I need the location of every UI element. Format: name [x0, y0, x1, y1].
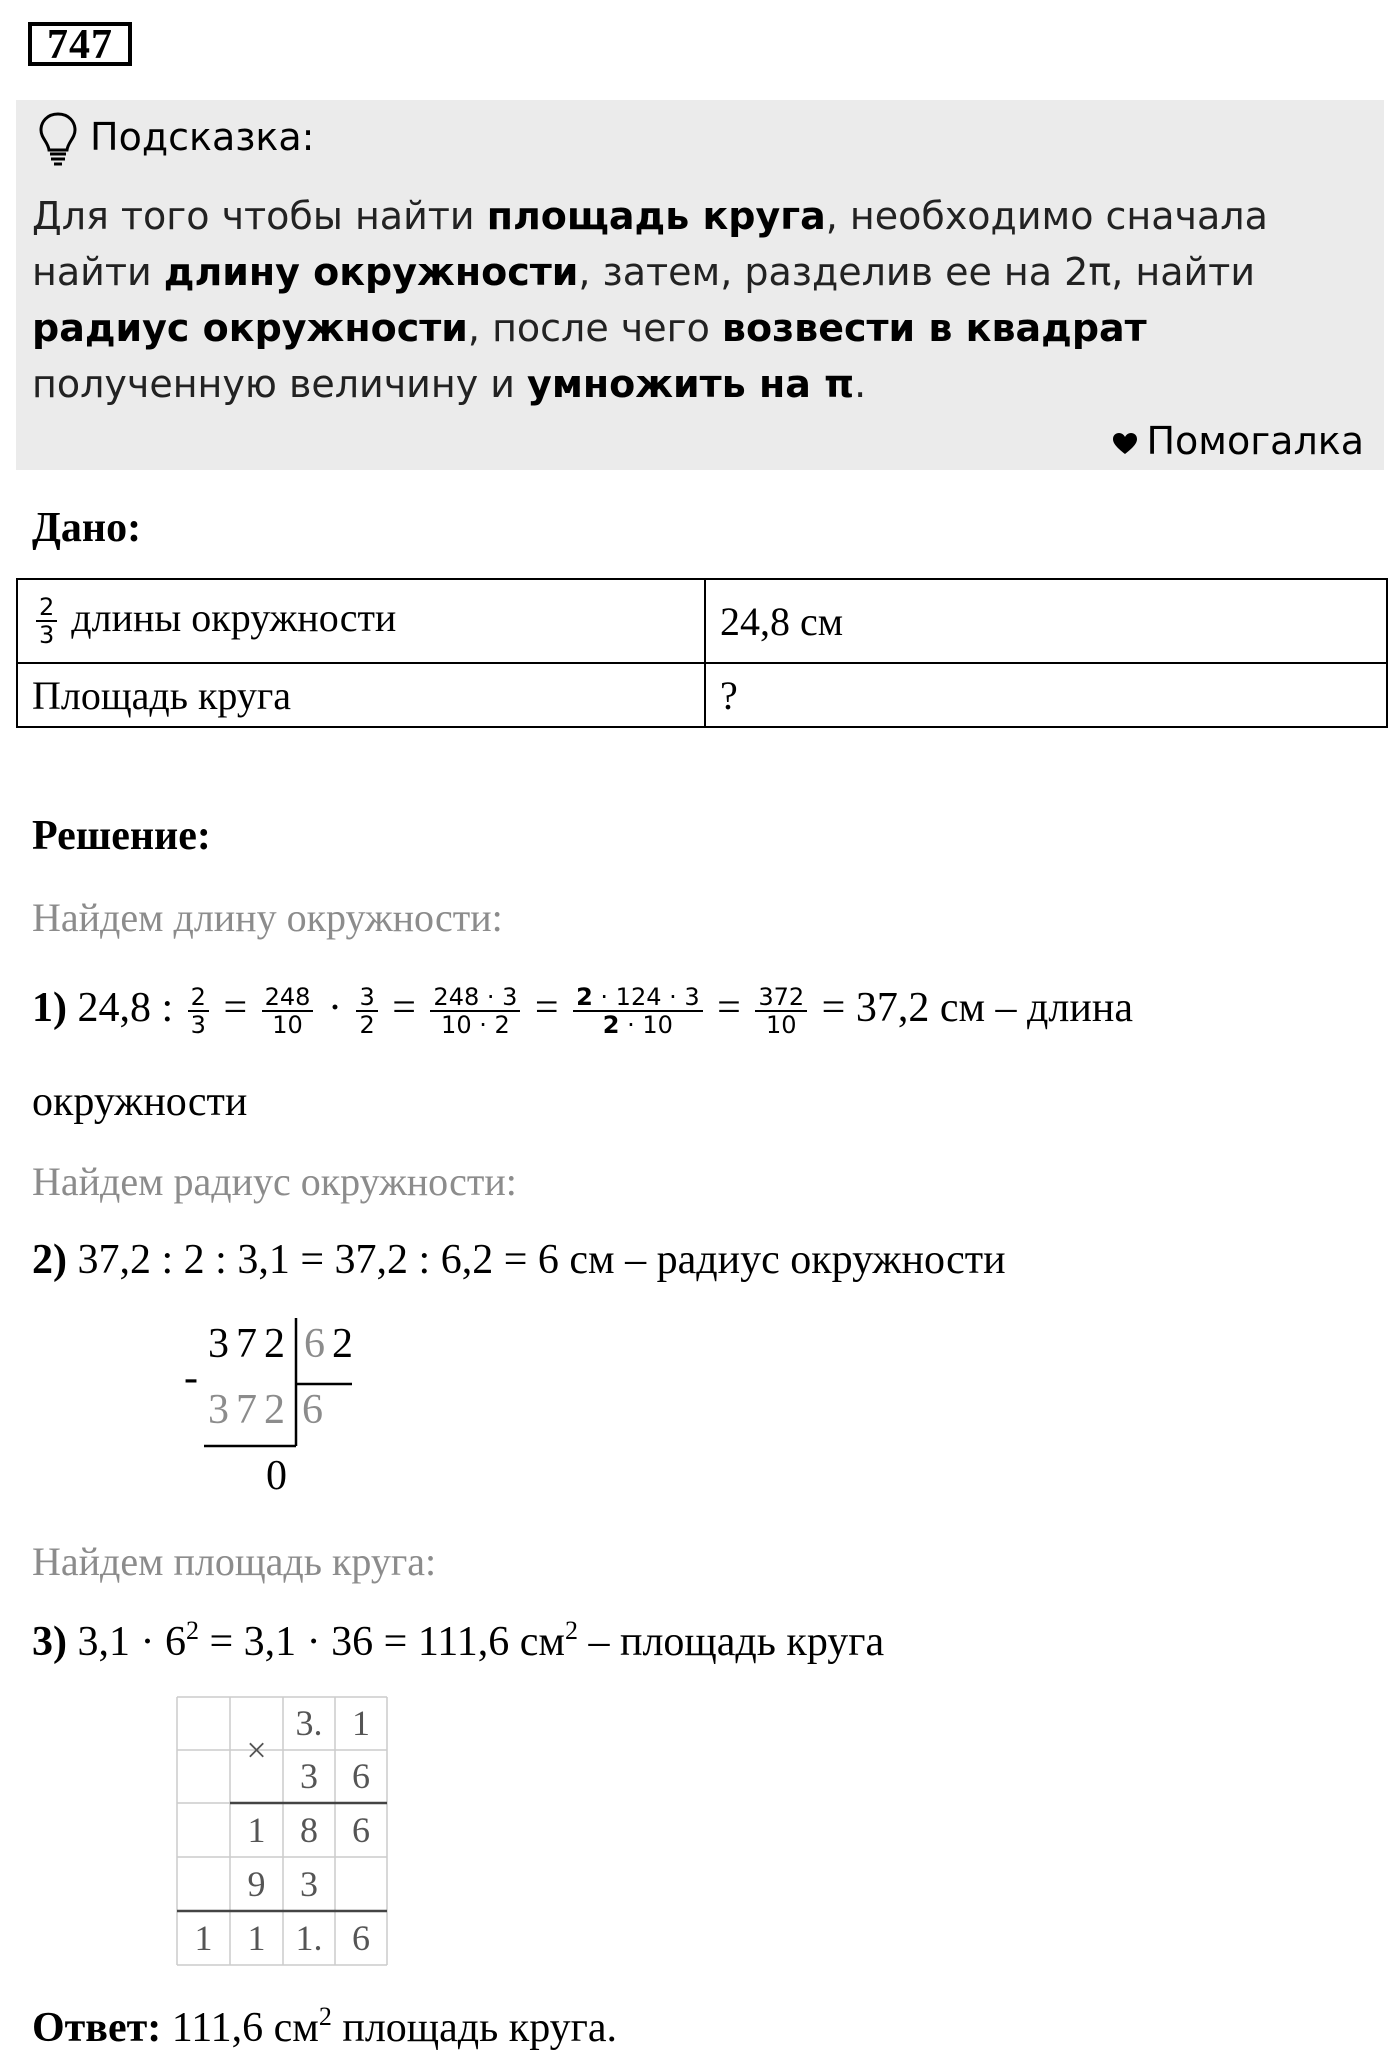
- fraction: $\frac{2}{3}$: [188, 984, 209, 1038]
- subtrahend-digit: 3: [208, 1387, 229, 1433]
- remainder: 0: [266, 1453, 287, 1499]
- fraction: $\frac{248}{10}$: [262, 984, 314, 1038]
- given-value-circumference: 24,8 см: [705, 579, 1387, 663]
- grid-cell: 8: [300, 1810, 318, 1850]
- heart-icon: [1112, 432, 1138, 456]
- grid-cell: 1: [247, 1810, 266, 1850]
- quotient: 6: [302, 1387, 323, 1433]
- fraction: $\frac{372}{10}$: [755, 984, 807, 1038]
- given-label-circumference: $\frac{2}{3}$ длины окружности: [17, 579, 705, 663]
- grid-cell: 6: [352, 1810, 370, 1850]
- step1-comment: Найдем длину окружности:: [32, 895, 503, 940]
- dividend-digit: 7: [236, 1321, 257, 1367]
- grid-cell: 1: [194, 1918, 213, 1958]
- answer-label: Ответ:: [32, 2005, 162, 2051]
- grid-cell: 6: [352, 1918, 370, 1958]
- hint-text: Для того чтобы найти площадь круга, необходимо сначала найти длину окружности, затем, разделив ее на 2π, найти радиус окружности, после чего возвести в квадрат полученную величину и умножить на π.: [32, 194, 1268, 406]
- grid-cell: 3: [300, 1864, 318, 1904]
- step3-comment: Найдем площадь круга:: [32, 1539, 437, 1584]
- hint-footer[interactable]: [1112, 418, 1364, 464]
- step2-equation: 2) 37,2 : 2 : 3,1 = 37,2 : 6,2 = 6 см – радиус окружности: [32, 1237, 1006, 1283]
- given-value-area: ?: [705, 663, 1387, 727]
- fraction: $\frac{3}{2}$: [356, 984, 377, 1038]
- subtrahend-digit: 7: [236, 1387, 257, 1433]
- step1-continuation: окружности: [32, 1079, 248, 1125]
- hint-footer-label: Помогалка: [1146, 419, 1364, 463]
- divisor-digit: 6: [304, 1321, 325, 1367]
- answer: Ответ: 111,6 $см^2$ площадь круга.: [32, 2002, 618, 2051]
- dividend-digit: 2: [264, 1321, 285, 1367]
- grid-cell: 6: [352, 1756, 370, 1796]
- task-number: 747: [28, 22, 132, 66]
- hint-title: Подсказка:: [90, 115, 315, 159]
- fraction-reduced: $\frac{2 \cdot 124 \cdot 3}{2 \cdot 10}$: [573, 984, 703, 1038]
- given-title: Дано:: [32, 505, 142, 551]
- step1-equation: 1) 24,8 : $\frac{2}{3}$ = $\frac{248}{10}$ · $\frac{3}{2}$ = $\frac{248 \cdot 3}{10 \cdot 2}$ = $\frac{2 \cdot 124 \cdot 3}{2 \cdot 10}$ = $\frac{372}{10}$ = 37,2 см – длина: [32, 983, 1133, 1040]
- step3-equation: 3) $3,1 \cdot 6^2 = 3,1 \cdot 36 = 111,6$ $см^2$ – площадь круга: [32, 1616, 885, 1665]
- subtrahend-digit: 2: [264, 1387, 285, 1433]
- grid-cell: 3: [300, 1756, 318, 1796]
- solution-title: Решение:: [32, 813, 211, 859]
- grid-cell: 1.: [295, 1918, 323, 1958]
- multiplication-grid: [176, 1696, 388, 1966]
- given-label-area: Площадь круга: [17, 663, 705, 727]
- grid-cell: 3.: [295, 1703, 323, 1743]
- dividend-digit: 3: [208, 1321, 229, 1367]
- grid-cell: 1: [247, 1918, 266, 1958]
- fraction-two-thirds: $\frac{2}{3}$: [36, 594, 57, 648]
- minus-sign: -: [184, 1355, 198, 1401]
- step2-comment: Найдем радиус окружности:: [32, 1159, 517, 1204]
- grid-cell: 1: [352, 1703, 370, 1743]
- divisor-digit: 2: [332, 1321, 353, 1367]
- grid-cell: 9: [247, 1864, 266, 1904]
- multiply-sign: ×: [246, 1730, 267, 1770]
- division-lines: [0, 0, 400, 1500]
- fraction: $\frac{248 \cdot 3}{10 \cdot 2}$: [430, 984, 520, 1038]
